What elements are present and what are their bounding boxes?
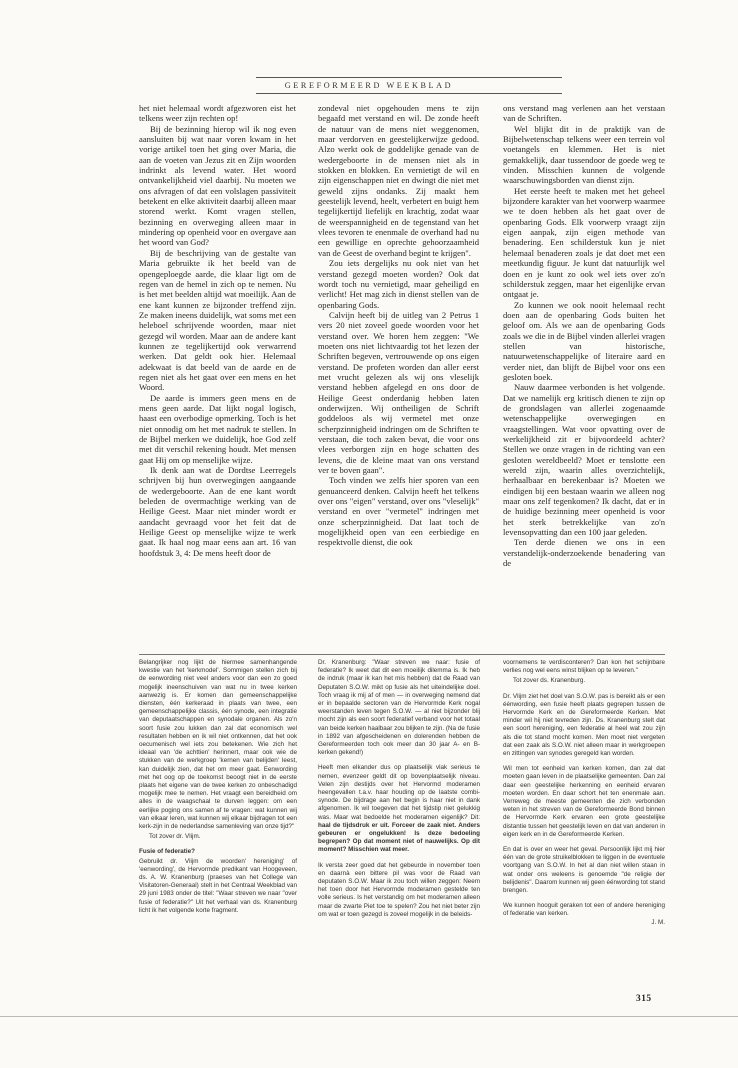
article-column-2 (318, 103, 479, 548)
section-divider (139, 654, 665, 655)
paragraph: Calvijn heeft bij de uitleg van 2 Petrus 1 vers 20 niet zoveel goede woorden voor het verstand over. We horen hem zeggen: "We moeten ons niet lichtvaardig tot het lezen der Schriften begeven, vertrouwende op ons eigen verstand. De profeten worden dan aller eerst met vrucht gelezen als wij ons vleselijk verstand hebben afgelegd en ons door de Heilige Geest onderdanig hebben laten onderwijzen. Wij ontheiligen de Schrift goddeloos als wij vermetel met onze scherpzinnigheid indringen om de Schriften te verstaan, die toch zaken bevat, die voor ons vlees verborgen zijn en hoge schatten des levens, die de kleine maat van ons verstand ver te boven gaan". (318, 309, 479, 476)
article-column-3 (503, 103, 665, 568)
paragraph: Zo kunnen we ook nooit helemaal recht doen aan de openbaring Gods buiten het geloof om. Als we aan de openbaring Gods zoals we die in de Bijbel vinden allerlei vragen stellen van historische, natuurwetenschappelijke of literaire aard en verder niet, dan blijft de Bijbel voor ons een gesloten boek. (503, 299, 665, 382)
paragraph: Nauw daarmee verbonden is het volgende. Dat we namelijk erg kritisch dienen te zijn op de grondslagen van allerlei zogenaamde wetenschappelijke overwegingen en vraagstellingen. Wat voor opvatting over de werkelijkheid zit er bijvoordeeld achter? Stellen we onze vragen in de richting van een gesloten wereldbeeld? Moet er tenslotte een wereld zijn, waarin alles overzichtelijk, herhaalbaar en berekenbaar is? Moeten we eindigen bij een bestaan waarin we alleen nog maar ons zelf tegenkomen? Ik dacht, dat er in de huidige bezinning meer openheid is voor het sterk betrekkelijke van zo'n levensopvatting dan een 100 jaar geleden. (503, 382, 665, 538)
paragraph: Bij de bezinning hierop wil ik nog even aansluiten bij wat naar voren kwam in het vorige artikel toen het ging over Maria, die aan de voeten van Jezus zit en Zijn woorden indrinkt als levend water. Het woord ontvankelijkheid viel daarbij. Nu moeten we ons afvragen of dat een volslagen passiviteit betekent en elke aktiviteit daarbij alleen maar storend werkt. Komt vragen stellen, bezinning en overweging alleen maar in mindering op openheid voor en overgave aan het woord van God? (139, 123, 296, 248)
attribution: Tot zover ds. Kranenburg. (513, 677, 586, 685)
paragraph: Ten derde dienen we ons in een verstandelijk-onderzoekende benadering van de (503, 537, 665, 569)
section-heading: Fusie of federatie? (139, 848, 195, 856)
quoted-paragraph: Dr. Kranenburg: "Waar streven we naar: fusie of federatie? Ik weet dat dit een moeilijk dilemma is. Ik heb de indruk (maar ik kan het mis hebben) dat de Raad van Deputaten S.O.W. mikt op fusie als het uiteindelijke doel. Toch vraag ik mij af of men — in overweging nemend dat er in bepaalde sectoren van de Hervormde Kerk nogal weerstanden leven tegen S.O.W. — al niet bijzonder blij mocht zijn als een soort federatief verband voor het totaal van beide kerken haalbaar zou blijken te zijn. (Na de fusie in 1892 van afgescheidenen en dolerenden hebben de Gereformeerden toch ook meer dan 30 jaar A- en B-kerken gekend!) (318, 659, 480, 757)
paragraph: De aarde is immers geen mens en de mens geen aarde. Dat lijkt nogal logisch, haast een overbodige opmerking. Toch is het niet onnodig om het met nadruk te stellen. In de Bijbel merken we duidelijk, hoe God zelf met dit verschil rekening houdt. Met mensen gaat Hij om op menselijke wijze. (139, 392, 296, 465)
quoted-text: Heeft men elkander dus op plaatselijk vlak serieus te nemen, evenzeer geldt dit op bovenplaatselijk niveau. Velen zijn destijds over het Hervormd moderamen heengevallen t.a.v. haar houding op de laatste combi-synode. De bijdrage aan het begin is haar niet in dank afgenomen. Ik wil toegeven dat het tijdstip niet gelukkig was. Maar wat bedoelde het moderamen eigenlijk? Dit: (318, 764, 480, 821)
paragraph: zondeval niet opgehouden mens te zijn begaafd met verstand en wil. De zonde heeft de natuur van de mens niet weggenomen, maar verdorven en geestelijkerwijze gedood. Alzo werkt ook de goddelijke genade van de wedergeboorte in de mensen niet als in stokken en blokken. En vernietigt de wil en zijn eigenschappen niet en dwingt die niet met geweld zijns ondanks. Zij maakt hem geestelijk levend, heelt, verbetert en buigt hem tegelijkertijd liefelijk en krachtig, zodat waar de weerspannigheid en de tegenstand van het vlees tevoren te enenmale de overhand had nu een gewillige en oprechte gehoorzaamheid van de Geest de overhand begint te krijgen". (318, 103, 479, 258)
paragraph: Wel blijkt dit in de praktijk van de Bijbelwetenschap telkens weer een terrein vol voetangels en klemmen. Het is niet gemakkelijk, daar tussendoor de goede weg te vinden. Misschien kunnen de volgende waarschuwingsborden van dienst zijn. (503, 123, 665, 186)
press-review-column-2 (318, 659, 480, 926)
page-edge (0, 1016, 738, 1017)
paragraph: Gebruikt dr. Vlijm de woorden' hereniging' of 'eenwording', de Hervormde predikant van Hoogeveen, ds. A. W. Kranenburg (praeses van het College van Visitatoren-Generaal) stelt in het Centraal Weekblad van 29 juni 1983 onder de titel: "Waar streven we naar "over fusie of federatie?" Uit het verhaal van ds. Kranenburg licht ik het volgende korte fragment. (139, 857, 297, 914)
paragraph: Bij de beschrijving van de gestalte van Maria gebruikte ik het beeld van de opengeploegde aarde, die klaar ligt om de regen van de hemel in zich op te nemen. Nu is het met beelden altijd wat moeilijk. Aan de ene kant kunnen ze bijzonder treffend zijn. Ze maken ineens duidelijk, wat soms met een heleboel schrijvende woorden, maar niet gezegd wil worden. Maar aan de andere kant kunnen ze tegelijkertijd ook verwarrend werken. Dat geldt ook hier. Helemaal adekwaat is dat beeld van de aarde en de regen niet als het gaat over een mens en het Woord. (139, 247, 296, 393)
press-review-column-1 (139, 659, 297, 922)
paragraph: Dr. Vlijm ziet het doel van S.O.W. pas is bereikt als er een éénwording, een fusie heeft plaats gegrepen tussen de Hervormde Kerk en de Gereformeerde Kerken. Met minder wil hij niet tevreden zijn. Ds. Kranenburg stelt dat een soort hereniging, een federatie al heel wat zou zijn als die tot stand mocht komen. Men moet niet vergeten dat een zaak als S.O.W. niet alleen maar in werkgroepen en zittingen van synodes geregeld kan worden. (503, 692, 665, 758)
quoted-paragraph: Ik versta zeer goed dat het gebeurde in november toen en daarnà een bittere pil was voor de Raad van deputaten S.O.W. Maar ik zou toch willen zeggen: Neem het toen door het Hervormde moderamen gestelde ten volle serieus. Is het verstandig om het moderamen alleen maar de zwarte Piet toe te spelen? Zou het niet beter zijn om wat er toen gezegd is zoveel mogelijk in de beleids- (318, 861, 480, 918)
author-initials: J. M. (651, 918, 665, 926)
press-review-column-3 (503, 659, 665, 927)
page-number: 315 (636, 994, 652, 1004)
paragraph: Toch vinden we zelfs hier sporen van een genuanceerd denken. Calvijn heeft het telkens over ons "eigen" verstand, over ons "vleselijk" verstand en over "vermetel" indringen met onze scherpzinnigheid. Dat laat toch de mogelijkheid open van een eerbiedige en respektvolle dienst, die ook (318, 475, 479, 548)
article-column-1 (139, 103, 296, 558)
paragraph: het niet helemaal wordt afgezworen eist het telkens weer zijn rechten op! (139, 103, 296, 124)
paragraph: Zou iets dergelijks nu ook niet van het verstand gezegd moeten worden? Ook dat wordt toch nu vernietigd, maar geheiligd en verlicht! Het mag zich in dienst stellen van de openbaring Gods. (318, 258, 479, 310)
emphasized-text: haal de tijdsdruk er uit. Forceer de zaak niet. Anders gebeuren er ongelukken! Is deze bedoeling begrepen? Op dat moment niet of nauwelijks. Op dit moment? Misschien wat meer. (318, 821, 480, 854)
paragraph: En dat is over en weer het geval. Persoonlijk lijkt mij hier één van de grote struikelblokken te liggen in de eventuele voortgang van S.O.W. In het al dan niet willen staan in wat onder ons weleens is genoemde "de religie der belijdenis". Daarom kunnen wij geen éénwording tot stand brengen. (503, 846, 665, 895)
paragraph: We kunnen hooguit geraken tot een of andere hereniging of federatie van kerken. (503, 902, 665, 918)
paragraph: Het eerste heeft te maken met het geheel bijzondere karakter van het voorwerp waarmee we te doen hebben als het gaat over de openbaring Gods. Elk voorwerp vraagt zijn eigen aanpak, zijn eigen methode van benadering. Een schilderstuk kun je niet helemaal benaderen zoals je dat doet met een meetkundig figuur. Je kunt dat natuurlijk wel doen en je kunt zo ook wel iets over zo'n schilderstuk zeggen, maar het eigenlijke ervan ontgaat je. (503, 185, 666, 300)
paragraph: Ik denk aan wat de Dordtse Leerregels schrijven bij hun overwegingen aangaande de wedergeboorte. Aan de ene kant wordt beleden de overmachtige werking van de Heilige Geest. Maar niet minder wordt er aandacht gevraagd voor het feit dat de Heilige Geest op menselijke wijze te werk gaat. Ik haal nog maar eens aan art. 16 van hoofdstuk 3, 4: De mens heeft door de (139, 465, 296, 558)
quoted-paragraph (318, 764, 480, 854)
paragraph: Wil men tot eenheid van kerken komen, dan zal dat moeten gaan leven in de plaatselijke gemeenten. Dan zal daar een geestelijke herkenning en eenheid ervaren moeten worden. En daar schort het ten enenmale aan. Verreweg de meeste gemeenten die zich verbonden weten in het streven van de Gereformeerde Bond binnen de Hervormde Kerk ervaren een grote geestelijke distantie tussen het geestelijk leven en dat van anderen in eigen kerk en in de Gereformeerde Kerken. (503, 765, 665, 838)
paragraph: ons verstand mag verlenen aan het verstaan van de Schriften. (503, 103, 665, 124)
quoted-paragraph: Belangrijker nog lijkt de hiermee samenhangende kwestie van het 'kerkmodel'. Sommigen stellen zich bij de eenwording niet veel anders voor dan een zo goed mogelijk ineenschuiven van wat nu in twee kerken aanwezig is. Er komen dan gemeenschappelijke diensten, één kerkeraad in plaats van twee, een gemeenschappelijke classis, één synode, een integratie van deputaatschappen en synodale organen. Als zo'n soort fusie zou lukken dan zal dat economisch wel resultaten hebben en ik wil niet ontkennen, dat het ook oecumenisch wel iets zou betekenen. Wie zich het ideaal van 'de achttien' herinnert, maar ook wie de stukken van de werkgroep 'kernen van belijden' leest, kan duidelijk zien, dat het om meer gaat. Eenwording met het oog op de toekomst beoogt niet in de eerste plaats het eigene van de twee kerken zo onbeschadigd mogelijk mee te nemen. Het vraagt een bereidheid om alles in de waagschaal te durven leggen: om een eerlijke poging ons samen af te vragen: wat kunnen wij van elkaar leren, wat kunnen wij elkaar bijdragen tot een kerk-zijn in de nederlandse samenleving van onze tijd?" (139, 659, 297, 831)
running-header: GEREFORMEERD WEEKBLAD (284, 81, 454, 90)
attribution: Tot zover dr. Vlijm. (149, 833, 201, 841)
quoted-paragraph: voornemens te verdisconteren? Dan kon het schijnbare verlies nog wel eens winst blijken op te leveren." (503, 659, 665, 675)
header-rule-top (256, 77, 562, 78)
header-rule-bottom (256, 93, 562, 94)
